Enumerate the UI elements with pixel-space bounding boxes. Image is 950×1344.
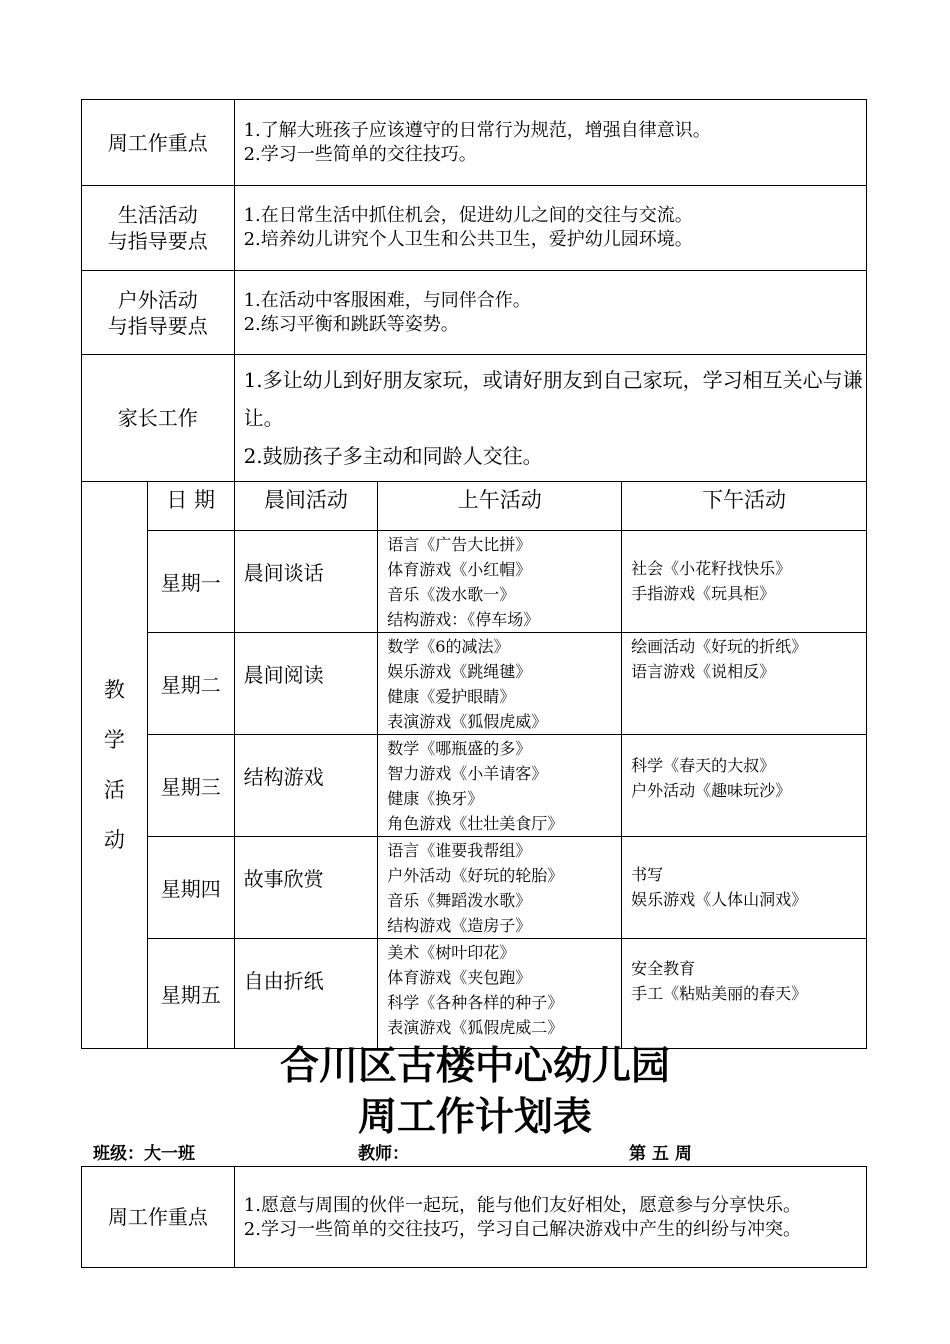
schedule-row-thursday xyxy=(82,837,867,939)
life-activity-content xyxy=(234,186,866,271)
activity-line: 语言游戏《说相反》 xyxy=(631,662,776,681)
activity-line: 安全教育 xyxy=(631,959,696,978)
focus-content xyxy=(234,1167,866,1268)
teacher-label: 教师： xyxy=(358,1144,409,1164)
outdoor-label-line: 户外活动 xyxy=(117,287,198,312)
weekly-plan-table-week4 xyxy=(81,99,867,1049)
pm-cell xyxy=(622,735,867,837)
activity-line: 表演游戏《狐假虎威》 xyxy=(387,712,548,731)
morning-cell: 故事欣赏 xyxy=(234,837,378,939)
am-header: 上午活动 xyxy=(378,482,622,531)
focus-content xyxy=(234,100,866,186)
morning-header: 晨间活动 xyxy=(234,482,378,531)
focus-label: 周工作重点 xyxy=(82,1167,235,1268)
pm-header: 下午活动 xyxy=(622,482,867,531)
life-label-line: 与指导要点 xyxy=(107,229,208,253)
activity-line: 数学《哪瓶盛的多》 xyxy=(387,739,532,758)
schedule-row-wednesday xyxy=(82,735,867,837)
class-label: 班级：大一班 xyxy=(93,1144,195,1164)
day-cell: 星期五 xyxy=(147,939,234,1049)
activity-line: 智力游戏《小羊请客》 xyxy=(387,764,548,783)
activity-line: 音乐《泼水歌一》 xyxy=(387,585,516,604)
pm-cell xyxy=(622,837,867,939)
focus-item: 2.学习一些简单的交往技巧，学习自己解决游戏中产生的纠纷与冲突。 xyxy=(243,1218,801,1240)
organization-title: 合川区古楼中心幼儿园 xyxy=(279,1044,670,1089)
am-cell xyxy=(378,837,622,939)
activity-line: 数学《6的减法》 xyxy=(387,637,510,656)
activity-line: 音乐《舞蹈泼水歌》 xyxy=(387,891,532,910)
life-label-line: 生活活动 xyxy=(117,203,198,227)
life-item: 1.在日常生活中抓住机会，促进幼儿之间的交往与交流。 xyxy=(243,205,693,226)
activity-line: 绘画活动《好玩的折纸》 xyxy=(631,637,808,656)
day-cell: 星期一 xyxy=(147,531,234,633)
life-activity-label xyxy=(82,186,235,271)
pm-cell xyxy=(622,633,867,735)
activity-line: 角色游戏《壮壮美食厅》 xyxy=(387,814,564,833)
am-cell xyxy=(378,939,622,1049)
morning-cell: 自由折纸 xyxy=(234,939,378,1049)
schedule-row-tuesday xyxy=(82,633,867,735)
activity-line: 语言《广告大比拼》 xyxy=(387,535,532,554)
activity-line: 科学《各种各样的种子》 xyxy=(387,993,564,1012)
outdoor-item: 2.练习平衡和跳跃等姿势。 xyxy=(243,313,459,335)
activity-line: 娱乐游戏《人体山洞戏》 xyxy=(631,890,808,909)
parent-work-label: 家长工作 xyxy=(82,355,235,482)
parent-item: 2.鼓励孩子多主动和同龄人交往。 xyxy=(243,444,543,468)
parent-item: 1.多让幼儿到好朋友家玩，或请好朋友到自己家玩，学习相互关心与谦让。 xyxy=(243,368,863,430)
pm-cell xyxy=(622,939,867,1049)
day-cell: 星期三 xyxy=(147,735,234,837)
outdoor-activity-content xyxy=(234,271,866,355)
morning-cell: 结构游戏 xyxy=(234,735,378,837)
activity-line: 书写 xyxy=(631,865,664,884)
activity-line: 体育游戏《夹包跑》 xyxy=(387,968,532,987)
schedule-row-monday xyxy=(82,531,867,633)
activity-line: 表演游戏《狐假虎威二》 xyxy=(387,1018,564,1037)
teaching-char: 教 xyxy=(103,678,125,702)
parent-work-content xyxy=(234,355,866,482)
pm-cell xyxy=(622,531,867,633)
activity-line: 语言《谁要我帮组》 xyxy=(387,841,532,860)
activity-line: 娱乐游戏《跳绳毽》 xyxy=(387,662,532,681)
morning-cell: 晨间阅读 xyxy=(234,633,378,735)
activity-line: 社会《小花籽找快乐》 xyxy=(631,559,792,578)
activity-line: 结构游戏《造房子》 xyxy=(387,916,532,935)
focus-item: 1.了解大班孩子应该遵守的日常行为规范，增强自律意识。 xyxy=(243,119,711,141)
teaching-char: 活 xyxy=(103,778,125,802)
morning-cell: 晨间谈话 xyxy=(234,531,378,633)
activity-line: 手工《粘贴美丽的春天》 xyxy=(631,984,808,1003)
weekly-plan-table-week5 xyxy=(81,1166,867,1268)
plan-title: 周工作计划表 xyxy=(357,1095,592,1140)
day-cell: 星期四 xyxy=(147,837,234,939)
outdoor-activity-label xyxy=(82,271,235,355)
am-cell xyxy=(378,633,622,735)
life-item: 2.培养幼儿讲究个人卫生和公共卫生，爱护幼儿园环境。 xyxy=(243,229,693,250)
date-header: 日 期 xyxy=(147,482,234,531)
schedule-row-friday xyxy=(82,939,867,1049)
activity-line: 体育游戏《小红帽》 xyxy=(387,560,532,579)
activity-line: 户外活动《好玩的轮胎》 xyxy=(387,866,564,885)
focus-label: 周工作重点 xyxy=(82,100,235,186)
activity-line: 健康《爱护眼睛》 xyxy=(387,687,516,706)
week-label: 第 五 周 xyxy=(629,1144,692,1164)
day-cell: 星期二 xyxy=(147,633,234,735)
teaching-activity-label xyxy=(82,482,148,1049)
activity-line: 户外活动《趣味玩沙》 xyxy=(631,781,792,800)
am-cell xyxy=(378,735,622,837)
teaching-char: 动 xyxy=(103,828,125,852)
activity-line: 科学《春天的大叔》 xyxy=(631,756,776,775)
am-cell xyxy=(378,531,622,633)
teaching-char: 学 xyxy=(103,728,125,752)
activity-line: 结构游戏：《停车场》 xyxy=(387,610,540,629)
activity-line: 美术《树叶印花》 xyxy=(387,943,516,962)
focus-item: 1.愿意与周围的伙伴一起玩，能与他们友好相处，愿意参与分享快乐。 xyxy=(243,1194,801,1216)
outdoor-label-line: 与指导要点 xyxy=(107,313,208,338)
activity-line: 健康《换牙》 xyxy=(387,789,484,808)
focus-item: 2.学习一些简单的交往技巧。 xyxy=(243,143,477,165)
outdoor-item: 1.在活动中客服困难，与同伴合作。 xyxy=(243,289,531,311)
activity-line: 手指游戏《玩具柜》 xyxy=(631,584,776,603)
